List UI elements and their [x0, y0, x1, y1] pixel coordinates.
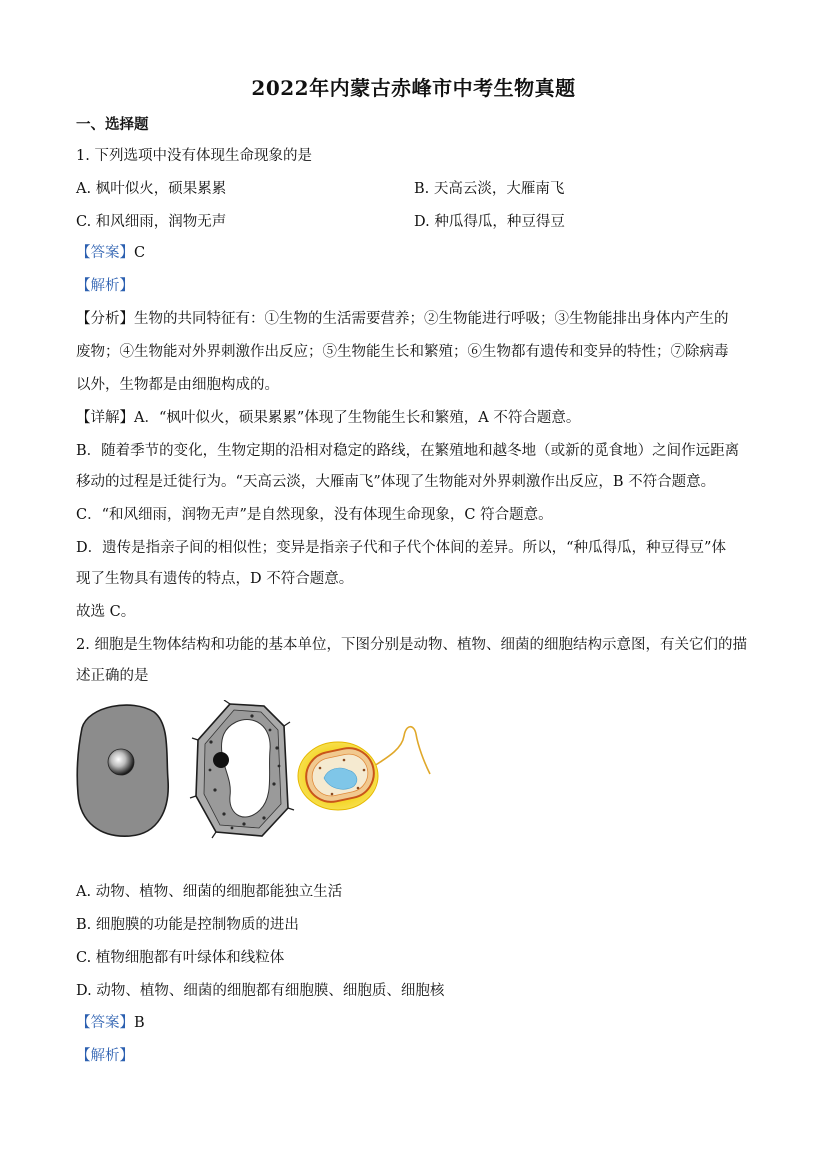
q2-option-b: B. 细胞膜的功能是控制物质的进出 [76, 917, 299, 933]
q1-detail-line-2: B．随着季节的变化，生物定期的沿相对稳定的路线，在繁殖地和越冬地（或新的觅食地）之间作远距离 [76, 443, 740, 459]
bacterial-cell-diagram [298, 727, 430, 810]
q2-stem-line-2: 述正确的是 [76, 668, 149, 684]
q1-answer-value: C [134, 245, 146, 261]
q2-answer-value: B [134, 1015, 145, 1031]
section-heading: 一、选择题 [76, 116, 149, 133]
q2-stem-line-1: 2. 细胞是生物体结构和功能的基本单位，下图分别是动物、植物、细菌的细胞结构示意图，有关它们的描 [76, 637, 747, 653]
q2-jiexi-tag: 【解析】 [76, 1048, 134, 1064]
q1-answer-tag: 【答案】 [76, 245, 134, 261]
q1-option-b: B. 天高云淡，大雁南飞 [414, 181, 565, 197]
q2-answer-tag: 【答案】 [76, 1015, 134, 1031]
cell-diagrams-figure [74, 700, 434, 840]
q1-options-row-1 [76, 179, 756, 199]
q2-option-d: D. 动物、植物、细菌的细胞都有细胞膜、细胞质、细胞核 [76, 983, 445, 999]
q1-detail-line-4: C．“和风细雨，润物无声”是自然现象，没有体现生命现象，C 符合题意。 [76, 507, 553, 523]
q1-detail-line-1: 【详解】A．“枫叶似火，硕果累累”体现了生物能生长和繁殖，A 不符合题意。 [76, 410, 581, 426]
q1-detail-line-5: D．遗传是指亲子间的相似性；变异是指亲子代和子代个体间的差异。所以，“种瓜得瓜，种豆得豆”体 [76, 540, 726, 556]
q1-options-row-2 [76, 212, 756, 232]
q1-option-d: D. 种瓜得瓜，种豆得豆 [414, 214, 565, 230]
q2-option-a: A. 动物、植物、细菌的细胞都能独立生活 [76, 884, 343, 900]
q1-detail-line-7: 故选 C。 [76, 604, 136, 620]
q1-option-a: A. 枫叶似火，硕果累累 [76, 181, 227, 197]
q1-stem: 1. 下列选项中没有体现生命现象的是 [76, 148, 312, 164]
q1-detail-line-6: 现了生物具有遗传的特点，D 不符合题意。 [76, 571, 354, 587]
document-title: 2022年内蒙古赤峰市中考生物真题 [251, 76, 576, 100]
q1-analysis-line-2: 废物；④生物能对外界刺激作出反应；⑤生物能生长和繁殖；⑥生物都有遗传和变异的特性；⑦除病毒 [76, 344, 729, 360]
plant-cell-diagram [190, 700, 294, 838]
q1-analysis-line-3: 以外，生物都是由细胞构成的。 [76, 377, 279, 393]
q1-option-c: C. 和风细雨，润物无声 [76, 214, 227, 230]
q1-answer [76, 243, 756, 263]
q1-detail-line-3: 移动的过程是迁徙行为。“天高云淡，大雁南飞”体现了生物能对外界刺激作出反应，B 不符合题意。 [76, 474, 716, 490]
q2-option-c: C. 植物细胞都有叶绿体和线粒体 [76, 950, 285, 966]
animal-cell-diagram [77, 705, 168, 836]
q1-jiexi-tag: 【解析】 [76, 278, 134, 294]
q1-analysis-line-1: 【分析】生物的共同特征有：①生物的生活需要营养；②生物能进行呼吸；③生物能排出身体内产生的 [76, 311, 729, 327]
q2-answer [76, 1013, 756, 1033]
